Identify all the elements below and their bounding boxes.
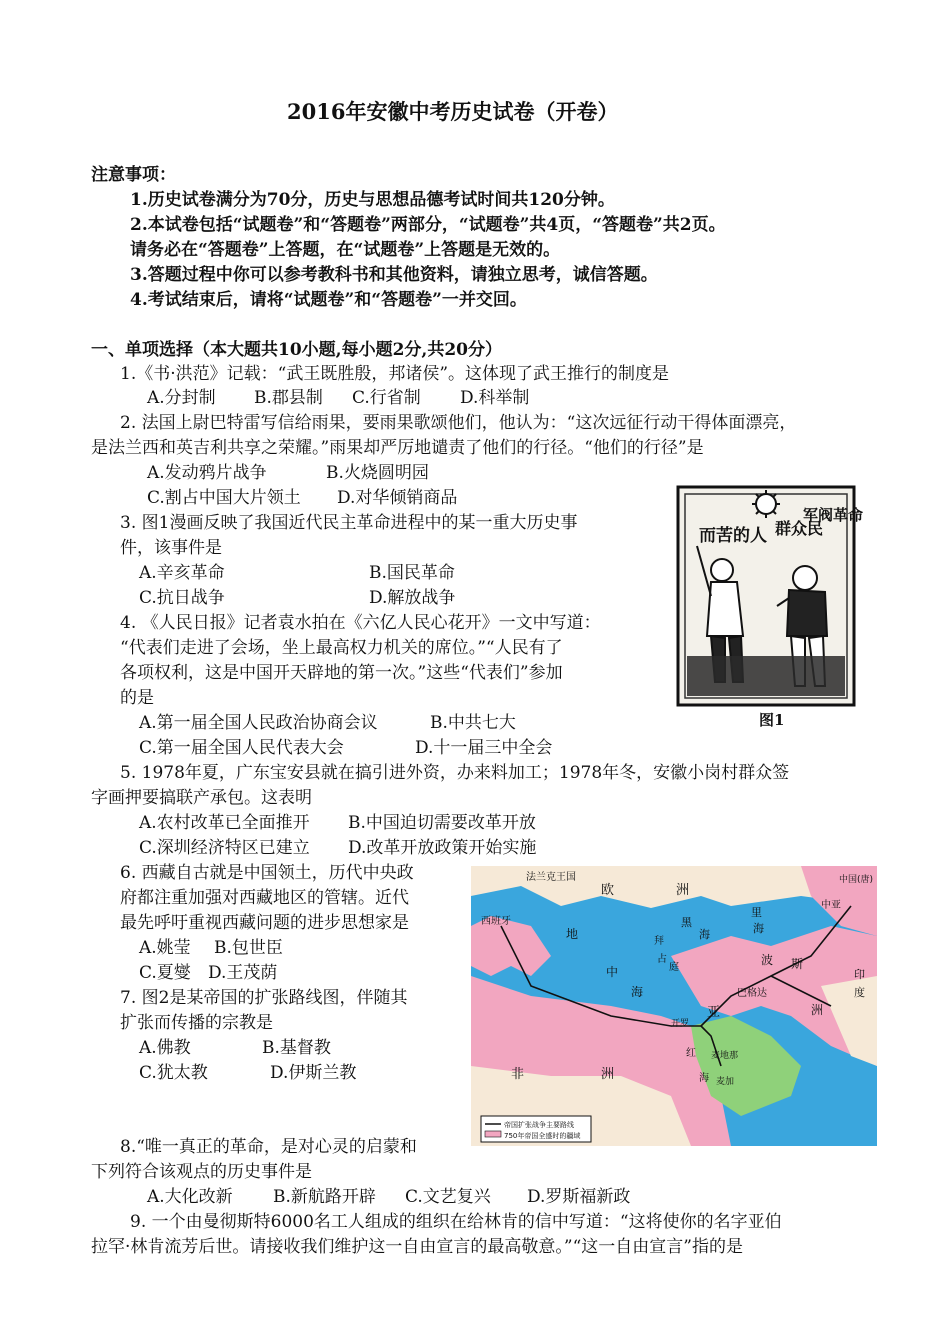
q5-option-b: B.中国迫切需要改革开放 [348,813,536,833]
cartoon-slogan: 军阀革命 [803,506,864,524]
q3-option-d: D.解放战争 [369,588,456,608]
q1-option-c: C.行省制 [352,388,421,408]
map-label: 洲 [601,1067,615,1082]
q2-option-a: A.发动鸦片战争 [147,463,267,483]
figure-1-caption: 图1 [759,711,785,729]
q8-option-c: C.文艺复兴 [405,1187,491,1207]
q8-option-d: D.罗斯福新政 [527,1187,631,1207]
question-9-stem: 9. 一个由曼彻斯特6000名工人组成的组织在给林肯的信中写道：“这将使你的名字亚伯 [130,1212,782,1232]
q3-option-b: B.国民革命 [369,563,455,583]
question-3-stem: 3. 图1漫画反映了我国近代民主革命进程中的某一重大历史事 [120,513,578,533]
question-4-stem: 4. 《人民日报》记者袁水拍在《六亿人民心花开》一文中写道： [120,613,601,633]
q7-option-c: C.犹太教 [139,1063,208,1083]
map-label: 拜 [654,936,664,947]
map-label: 庭 [669,962,679,973]
map-label: 里 [751,906,762,919]
cartoon-slogan: 群众民 [775,519,824,538]
question-7-stem: 扩张而传播的宗教是 [120,1013,273,1033]
q6-option-d: D.王茂荫 [208,963,278,983]
map-label: 斯 [791,957,804,971]
question-8-stem: 8.“唯一真正的革命，是对心灵的启蒙和 [120,1137,417,1157]
q7-option-b: B.基督教 [262,1038,331,1058]
map-label: 海 [699,928,710,941]
q4-option-c: C.第一届全国人民代表大会 [139,738,344,758]
map-label: 巴格达 [737,988,767,999]
q8-option-a: A.大化改新 [147,1187,233,1207]
page-title: 2016年安徽中考历史试卷（开卷） [287,99,619,124]
map-label: 法兰克王国 [526,872,576,883]
question-2-stem: 2. 法国上尉巴特雷写信给雨果，要雨果歌颂他们，他认为：“这次远征行动干得体面漂亮， [120,413,797,433]
q4-option-b: B.中共七大 [430,713,516,733]
question-6-stem: 6. 西藏自古就是中国领土，历代中央政 [120,863,414,883]
question-3-stem: 件，该事件是 [120,538,222,558]
map-label: 印 [854,968,865,981]
map-label: 麦加 [716,1077,735,1087]
notice-line: 2.本试卷包括“试题卷”和“答题卷”两部分，“试题卷”共4页，“答题卷”共2页。 [130,215,726,235]
q5-option-d: D.改革开放政策开始实施 [348,838,537,858]
notice-line: 1.历史试卷满分为70分，历史与思想品德考试时间共120分钟。 [130,190,615,210]
map-label: 波 [761,953,774,967]
notice-line: 3.答题过程中你可以参考教科书和其他资料，请独立思考，诚信答题。 [130,265,658,285]
question-9-stem: 拉罕·林肯流芳后世。请接收我们维护这一自由宣言的最高敬意。”“这一自由宣言”指的是 [91,1237,743,1257]
legend-label: 帝国扩张战争主要路线 [504,1121,574,1129]
q8-option-b: B.新航路开辟 [273,1187,376,1207]
map-label: 黑 [681,916,692,929]
map-label: 海 [753,922,764,935]
question-5-stem: 5. 1978年夏，广东宝安县就在搞引进外资，办来料加工；1978年冬，安徽小岗村群众签 [120,763,790,783]
question-6-stem: 府都注重加强对西藏地区的管辖。近代 [120,888,409,908]
legend-label: 750年帝国全盛时的疆域 [504,1132,581,1140]
q6-option-a: A.姚莹 [139,938,191,958]
map-label: 中 [606,965,619,979]
q3-option-a: A.辛亥革命 [139,563,225,583]
q7-option-d: D.伊斯兰教 [270,1063,357,1083]
map-label: 西班牙 [481,916,511,927]
q1-option-a: A.分封制 [147,388,216,408]
q7-option-a: A.佛教 [139,1038,191,1058]
figure-1-cartoon [677,486,864,706]
question-8-stem: 下列符合该观点的历史事件是 [91,1162,312,1182]
map-label: 欧 [601,883,615,898]
notice-line: 4.考试结束后，请将“试题卷”和“答题卷”一并交回。 [130,290,527,310]
q6-option-c: C.夏燮 [139,963,191,983]
q2-option-b: B.火烧圆明园 [326,463,429,483]
q4-option-d: D.十一届三中全会 [415,738,553,758]
q1-option-d: D.科举制 [460,388,530,408]
q2-option-c: C.割占中国大片领土 [147,488,301,508]
q4-option-a: A.第一届全国人民政治协商会议 [139,713,378,733]
question-7-stem: 7. 图2是某帝国的扩张路线图，伴随其 [120,988,408,1008]
map-label: 中亚 [821,900,841,911]
q5-option-a: A.农村改革已全面推开 [139,813,310,833]
map-label: 洲 [676,883,690,898]
question-4-stem: “代表们走进了会场，坐上最高权力机关的席位。”“人民有了 [120,638,563,658]
map-label: 度 [854,986,865,999]
map-label: 麦地那 [711,1051,739,1061]
map-label: 亚 [707,1005,721,1020]
map-label: 中国(唐) [839,875,874,885]
map-label: 洲 [811,1003,824,1017]
notice-heading: 注意事项： [91,165,176,185]
q5-option-c: C.深圳经济特区已建立 [139,838,310,858]
question-1-stem: 1.《书·洪范》记载：“武王既胜殷，邦诸侯”。这体现了武王推行的制度是 [120,364,670,384]
map-label: 地 [566,927,579,941]
question-6-stem: 最先呼吁重视西藏问题的进步思想家是 [120,913,409,933]
cartoon-slogan: 而苦的人 [699,526,767,546]
q1-option-b: B.郡县制 [254,388,323,408]
map-label: 红 [686,1048,696,1059]
q3-option-c: C.抗日战争 [139,588,225,608]
q2-option-d: D.对华倾销商品 [337,488,458,508]
map-label: 海 [699,1073,709,1084]
map-label: 海 [631,985,644,999]
question-5-stem: 字画押要搞联产承包。这表明 [91,788,312,808]
notice-line: 请务必在“答题卷”上答题，在“试题卷”上答题是无效的。 [130,240,561,260]
question-2-stem: 是法兰西和英吉利共享之荣耀。”雨果却严厉地谴责了他们的行径。“他们的行径”是 [91,438,704,458]
question-4-stem: 各项权利，这是中国开天辟地的第一次。”这些“代表们”参加 [120,663,563,683]
q6-option-b: B.包世臣 [214,938,283,958]
map-label: 占 [657,954,667,965]
map-label: 非 [511,1067,525,1082]
section-heading: 一、单项选择（本大题共10小题,每小题2分,共20分） [91,340,502,360]
map-label: 开罗 [671,1019,690,1029]
figure-2-map [471,866,877,1146]
question-4-stem: 的是 [120,688,154,708]
